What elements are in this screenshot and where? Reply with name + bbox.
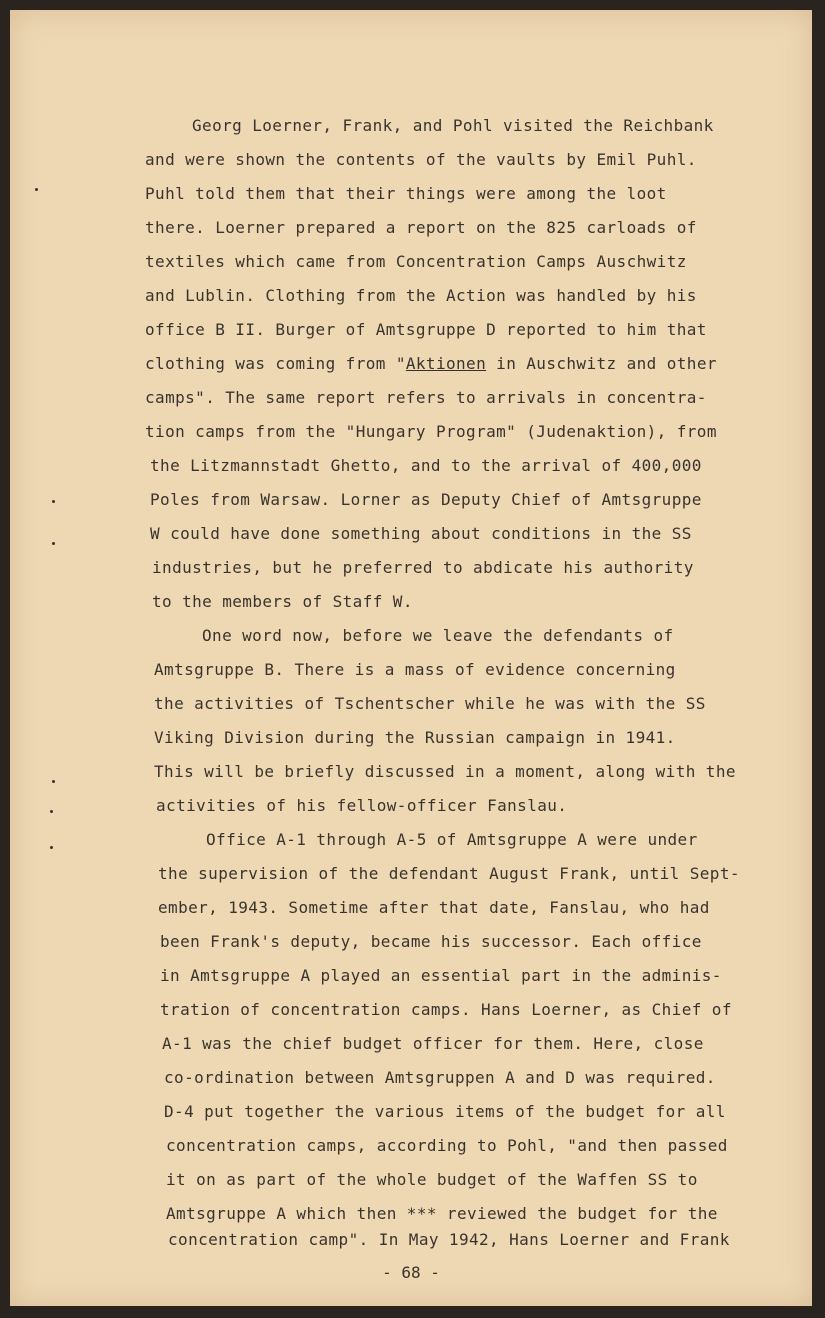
text-line: the activities of Tschentscher while he was with the SS [154, 694, 706, 713]
text-line: This will be briefly discussed in a moment, along with the [154, 762, 736, 781]
text-line: A-1 was the chief budget officer for them. Here, close [162, 1034, 704, 1053]
text-line: Viking Division during the Russian campaign in 1941. [154, 728, 676, 747]
text-line: Georg Loerner, Frank, and Pohl visited the Reichbank [192, 116, 714, 135]
margin-mark [35, 188, 38, 191]
text-line: the Litzmannstadt Ghetto, and to the arrival of 400,000 [150, 456, 702, 475]
text-line: Amtsgruppe B. There is a mass of evidence concerning [154, 660, 676, 679]
text-line: ember, 1943. Sometime after that date, Fanslau, who had [158, 898, 710, 917]
text-line: textiles which came from Concentration Camps Auschwitz [145, 252, 687, 271]
text-segment: in Auschwitz and other [486, 354, 717, 373]
text-line: been Frank's deputy, became his successor. Each office [160, 932, 702, 951]
text-line: concentration camp". In May 1942, Hans Loerner and Frank [168, 1230, 730, 1249]
margin-mark [52, 500, 55, 503]
text-line: office B II. Burger of Amtsgruppe D reported to him that [145, 320, 707, 339]
text-line: in Amtsgruppe A played an essential part in the adminis- [160, 966, 722, 985]
page-number: - 68 - [382, 1263, 440, 1282]
text-line: tion camps from the "Hungary Program" (Judenaktion), from [145, 422, 717, 441]
text-line: Amtsgruppe A which then *** reviewed the budget for the [166, 1204, 718, 1223]
text-line: concentration camps, according to Pohl, "and then passed [166, 1136, 728, 1155]
underlined-word: Aktionen [405, 354, 487, 373]
text-line: to the members of Staff W. [152, 592, 413, 611]
text-line: industries, but he preferred to abdicate his authority [152, 558, 694, 577]
document-page [10, 10, 812, 1306]
text-line: it on as part of the whole budget of the Waffen SS to [166, 1170, 698, 1189]
text-line: and Lublin. Clothing from the Action was handled by his [145, 286, 697, 305]
text-segment: clothing was coming from " [145, 354, 406, 373]
text-line: Puhl told them that their things were among the loot [145, 184, 667, 203]
text-line: there. Loerner prepared a report on the 825 carloads of [145, 218, 697, 237]
margin-mark [52, 542, 55, 545]
text-line: Poles from Warsaw. Lorner as Deputy Chief of Amtsgruppe [150, 490, 702, 509]
text-line: W could have done something about conditions in the SS [150, 524, 692, 543]
text-line: Office A-1 through A-5 of Amtsgruppe A were under [206, 830, 698, 849]
margin-mark [52, 780, 55, 783]
text-line: activities of his fellow-officer Fanslau. [156, 796, 568, 815]
text-line: co-ordination between Amtsgruppen A and D was required. [164, 1068, 716, 1087]
text-line: the supervision of the defendant August Frank, until Sept- [158, 864, 740, 883]
text-line-underlined [145, 354, 717, 373]
margin-mark [50, 846, 53, 849]
margin-mark [50, 810, 53, 813]
text-line: One word now, before we leave the defendants of [202, 626, 674, 645]
text-line: and were shown the contents of the vaults by Emil Puhl. [145, 150, 697, 169]
text-line: tration of concentration camps. Hans Loerner, as Chief of [160, 1000, 732, 1019]
text-line: D-4 put together the various items of the budget for all [164, 1102, 726, 1121]
text-line: camps". The same report refers to arrivals in concentra- [145, 388, 707, 407]
